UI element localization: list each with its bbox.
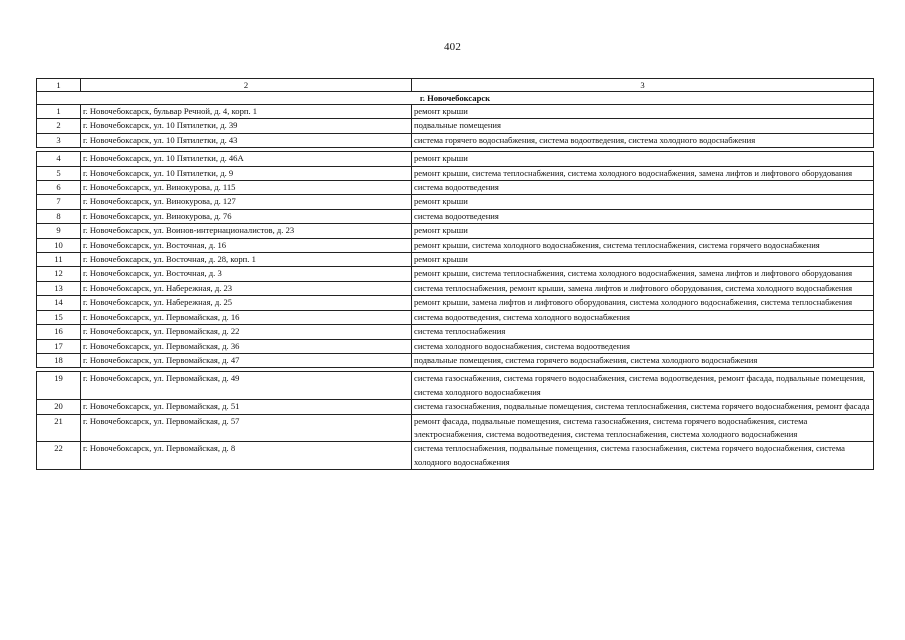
row-address: г. Новочебоксарск, ул. Винокурова, д. 76 — [81, 209, 412, 223]
row-number: 8 — [37, 209, 81, 223]
row-number: 11 — [37, 253, 81, 267]
column-number-1: 1 — [37, 79, 81, 92]
row-number: 12 — [37, 267, 81, 281]
row-address: г. Новочебоксарск, ул. Набережная, д. 23 — [81, 281, 412, 295]
column-number-2: 2 — [81, 79, 412, 92]
table-row — [37, 181, 874, 195]
table-row — [37, 152, 874, 166]
row-number: 14 — [37, 296, 81, 310]
table-row — [37, 119, 874, 133]
row-address: г. Новочебоксарск, ул. Первомайская, д. 22 — [81, 325, 412, 339]
city-heading: г. Новочебоксарск — [37, 92, 874, 105]
table-row — [37, 238, 874, 252]
row-number: 22 — [37, 442, 81, 470]
table-row — [37, 166, 874, 180]
row-works: система водоотведения — [412, 181, 874, 195]
row-number: 21 — [37, 414, 81, 442]
row-number: 6 — [37, 181, 81, 195]
row-works: ремонт крыши, система теплоснабжения, система холодного водоснабжения, замена лифтов и лифтового оборудования — [412, 166, 874, 180]
row-works: ремонт крыши — [412, 152, 874, 166]
row-works: система водоотведения — [412, 209, 874, 223]
row-address: г. Новочебоксарск, ул. Первомайская, д. 57 — [81, 414, 412, 442]
row-works: ремонт крыши — [412, 224, 874, 238]
row-address: г. Новочебоксарск, ул. Первомайская, д. 36 — [81, 339, 412, 353]
row-works: система газоснабжения, система горячего водоснабжения, система водоотведения, ремонт фасада, подвальные помещения, система холодного водоснабжения — [412, 372, 874, 400]
row-works: ремонт крыши, система теплоснабжения, система холодного водоснабжения, замена лифтов и лифтового оборудования — [412, 267, 874, 281]
row-works: ремонт фасада, подвальные помещения, система газоснабжения, система горячего водоснабжения, система электроснабжения, система водоотведения, система теплоснабжения, система холодного водоснабжения — [412, 414, 874, 442]
row-address: г. Новочебоксарск, ул. 10 Пятилетки, д. 39 — [81, 119, 412, 133]
row-number: 13 — [37, 281, 81, 295]
row-works: система газоснабжения, подвальные помещения, система теплоснабжения, система горячего водоснабжения, ремонт фасада — [412, 400, 874, 414]
row-works: подвальные помещения — [412, 119, 874, 133]
table-row — [37, 372, 874, 400]
table-row — [37, 195, 874, 209]
row-works: система теплоснабжения, ремонт крыши, замена лифтов и лифтового оборудования, система холодного водоснабжения — [412, 281, 874, 295]
table-row — [37, 442, 874, 470]
table-row — [37, 400, 874, 414]
table-row — [37, 267, 874, 281]
row-number: 17 — [37, 339, 81, 353]
row-address: г. Новочебоксарск, ул. Восточная, д. 16 — [81, 238, 412, 252]
row-address: г. Новочебоксарск, ул. 10 Пятилетки, д. 46А — [81, 152, 412, 166]
table-row — [37, 209, 874, 223]
row-number: 5 — [37, 166, 81, 180]
row-number: 20 — [37, 400, 81, 414]
row-works: подвальные помещения, система горячего водоснабжения, система холодного водоснабжения — [412, 353, 874, 367]
row-address: г. Новочебоксарск, ул. Воинов-интернационалистов, д. 23 — [81, 224, 412, 238]
table-row — [37, 325, 874, 339]
page-number: 402 — [443, 41, 462, 53]
table-row — [37, 105, 874, 119]
row-number: 3 — [37, 133, 81, 147]
row-address: г. Новочебоксарск, ул. Первомайская, д. 16 — [81, 310, 412, 324]
row-number: 16 — [37, 325, 81, 339]
row-address: г. Новочебоксарск, ул. Первомайская, д. 51 — [81, 400, 412, 414]
row-number: 4 — [37, 152, 81, 166]
table-row — [37, 310, 874, 324]
row-number: 10 — [37, 238, 81, 252]
table-row — [37, 133, 874, 147]
table-row — [37, 281, 874, 295]
row-works: система теплоснабжения — [412, 325, 874, 339]
row-works: система горячего водоснабжения, система водоотведения, система холодного водоснабжения — [412, 133, 874, 147]
row-number: 7 — [37, 195, 81, 209]
row-works: ремонт крыши — [412, 253, 874, 267]
row-number: 9 — [37, 224, 81, 238]
row-works: система холодного водоснабжения, система водоотведения — [412, 339, 874, 353]
row-address: г. Новочебоксарск, ул. Первомайская, д. 47 — [81, 353, 412, 367]
column-number-3: 3 — [412, 79, 874, 92]
row-works: ремонт крыши — [412, 105, 874, 119]
column-number-row — [37, 79, 874, 92]
row-address: г. Новочебоксарск, ул. Первомайская, д. 49 — [81, 372, 412, 400]
row-works: ремонт крыши, система холодного водоснабжения, система теплоснабжения, система горячего водоснабжения — [412, 238, 874, 252]
row-address: г. Новочебоксарск, ул. 10 Пятилетки, д. 43 — [81, 133, 412, 147]
row-address: г. Новочебоксарск, ул. Первомайская, д. 8 — [81, 442, 412, 470]
table-row — [37, 296, 874, 310]
row-works: система водоотведения, система холодного водоснабжения — [412, 310, 874, 324]
row-number: 2 — [37, 119, 81, 133]
table-row — [37, 339, 874, 353]
row-address: г. Новочебоксарск, бульвар Речной, д. 4, корп. 1 — [81, 105, 412, 119]
table-row — [37, 224, 874, 238]
row-works: ремонт крыши, замена лифтов и лифтового оборудования, система холодного водоснабжения, система теплоснабжения — [412, 296, 874, 310]
table-row — [37, 414, 874, 442]
row-address: г. Новочебоксарск, ул. Восточная, д. 28, корп. 1 — [81, 253, 412, 267]
table-row — [37, 253, 874, 267]
table-row — [37, 353, 874, 367]
row-address: г. Новочебоксарск, ул. Винокурова, д. 115 — [81, 181, 412, 195]
row-address: г. Новочебоксарск, ул. 10 Пятилетки, д. 9 — [81, 166, 412, 180]
row-number: 18 — [37, 353, 81, 367]
row-address: г. Новочебоксарск, ул. Восточная, д. 3 — [81, 267, 412, 281]
row-works: система теплоснабжения, подвальные помещения, система газоснабжения, система горячего водоснабжения, система холодного водоснабжения — [412, 442, 874, 470]
row-address: г. Новочебоксарск, ул. Набережная, д. 25 — [81, 296, 412, 310]
city-heading-row — [37, 92, 874, 105]
row-address: г. Новочебоксарск, ул. Винокурова, д. 127 — [81, 195, 412, 209]
row-number: 19 — [37, 372, 81, 400]
row-works: ремонт крыши — [412, 195, 874, 209]
repair-table — [36, 78, 874, 470]
row-number: 15 — [37, 310, 81, 324]
row-number: 1 — [37, 105, 81, 119]
